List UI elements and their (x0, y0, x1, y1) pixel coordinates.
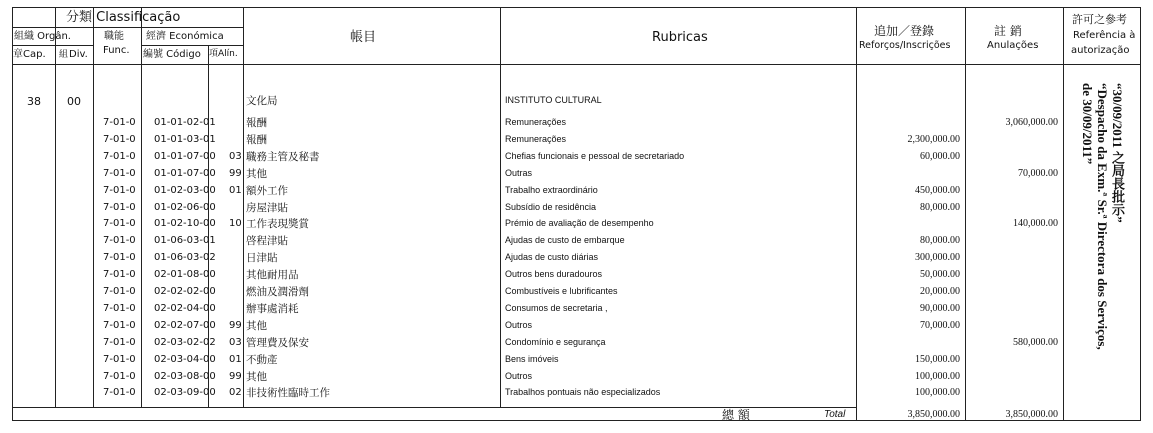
row-zh: 報酬 (246, 134, 267, 146)
row-reforcos: 20,000.00 (920, 286, 960, 297)
col-line (965, 7, 966, 421)
row-zh: 管理費及保安 (246, 337, 309, 349)
header-func: Func. (103, 45, 130, 56)
row-zh: 房屋津貼 (246, 202, 288, 214)
row-alin: 01 (229, 185, 242, 196)
header-rubricas: Rubricas (652, 30, 708, 45)
row-func: 7-01-0 (103, 286, 136, 297)
row-code: 02-02-07-00 (154, 320, 216, 331)
header-div-zh: 組 (59, 50, 69, 60)
row-func: 7-01-0 (103, 354, 136, 365)
header-referencia-1: Referência à (1073, 30, 1136, 41)
row-func: 7-01-0 (103, 337, 136, 348)
row-code: 01-06-03-01 (154, 235, 216, 246)
header-line (141, 45, 243, 46)
row-func: 7-01-0 (103, 134, 136, 145)
row-code: 01-02-03-00 (154, 185, 216, 196)
col-line (141, 7, 142, 407)
row-reforcos: 150,000.00 (915, 354, 960, 365)
row-pt: Subsídio de residência (505, 202, 597, 212)
row-pt: Ajudas de custo diárias (505, 252, 599, 262)
row-code: 02-01-08-00 (154, 269, 216, 280)
row-reforcos: 100,000.00 (915, 387, 960, 398)
row-func: 7-01-0 (103, 151, 136, 162)
row-alin: 99 (229, 371, 242, 382)
row-zh: 額外工作 (246, 185, 288, 197)
total-pt: Total (824, 409, 846, 420)
row-code: 01-06-03-02 (154, 252, 216, 263)
col-line (856, 7, 857, 421)
authorization-line-2: “Despacho da Exm.ª Sr.ª Directora dos Serviços, (1095, 83, 1110, 350)
org-name-zh: 文化局 (246, 95, 278, 107)
col-line (93, 7, 94, 407)
header-referencia-zh: 許可之參考 (1072, 13, 1127, 26)
row-zh: 職務主管及秘書 (246, 151, 320, 163)
row-alin: 03 (229, 151, 242, 162)
row-reforcos: 60,000.00 (920, 151, 960, 162)
row-reforcos: 450,000.00 (915, 185, 960, 196)
header-line (12, 27, 243, 28)
row-reforcos: 300,000.00 (915, 252, 960, 263)
row-pt: Trabalho extraordinário (505, 185, 598, 195)
row-code: 02-02-04-00 (154, 303, 216, 314)
row-pt: Outros (505, 320, 533, 330)
row-zh: 其他耐用品 (246, 269, 299, 281)
row-alin: 99 (229, 168, 242, 179)
row-anulacoes: 140,000.00 (1013, 218, 1058, 229)
row-code: 01-01-07-00 (154, 168, 216, 179)
row-pt: Prémio de avaliação de desempenho (505, 218, 654, 228)
header-func-zh: 職能 (104, 31, 124, 42)
row-func: 7-01-0 (103, 320, 136, 331)
row-zh: 其他 (246, 371, 267, 383)
org-div: 00 (67, 95, 81, 108)
row-zh: 日津貼 (246, 252, 278, 264)
row-zh: 非技術性臨時工作 (246, 387, 330, 399)
row-code: 02-03-04-00 (154, 354, 216, 365)
header-div: Div. (69, 49, 88, 60)
row-anulacoes: 3,060,000.00 (1005, 117, 1058, 128)
row-func: 7-01-0 (103, 303, 136, 314)
header-line (12, 45, 93, 46)
org-name-pt: INSTITUTO CULTURAL (505, 95, 602, 105)
authorization-reference (1080, 83, 1125, 350)
row-reforcos: 90,000.00 (920, 303, 960, 314)
row-reforcos: 70,000.00 (920, 320, 960, 331)
header-alin: 項Alín. (209, 49, 238, 59)
row-pt: Condomínio e segurança (505, 337, 606, 347)
row-pt: Ajudas de custo de embarque (505, 235, 625, 245)
row-pt: Outros (505, 371, 533, 381)
header-cap: 章Cap. (13, 49, 46, 60)
row-zh: 不動產 (246, 354, 278, 366)
row-pt: Remunerações (505, 117, 567, 127)
header-reforcos-zh: 追加／登錄 (874, 24, 935, 38)
header-referencia-2: autorização (1071, 45, 1130, 56)
row-code: 01-01-03-01 (154, 134, 216, 145)
total-reforcos: 3,850,000.00 (907, 409, 960, 420)
row-anulacoes: 70,000.00 (1018, 168, 1058, 179)
row-func: 7-01-0 (103, 235, 136, 246)
col-line (1063, 7, 1064, 421)
row-code: 01-01-07-00 (154, 151, 216, 162)
row-reforcos: 2,300,000.00 (907, 134, 960, 145)
header-classificacao: 分類 Classificação (66, 10, 181, 25)
row-pt: Combustíveis e lubrificantes (505, 286, 618, 296)
row-pt: Consumos de secretaria , (505, 303, 608, 313)
row-code: 01-01-02-01 (154, 117, 216, 128)
row-anulacoes: 580,000.00 (1013, 337, 1058, 348)
row-pt: Outros bens duradouros (505, 269, 603, 279)
row-code: 02-02-02-00 (154, 286, 216, 297)
row-pt: Chefias funcionais e pessoal de secretariado (505, 151, 685, 161)
row-reforcos: 80,000.00 (920, 202, 960, 213)
row-pt: Trabalhos pontuais não especializados (505, 387, 661, 397)
header-organic: 組織 Orgân. (14, 31, 71, 42)
row-func: 7-01-0 (103, 168, 136, 179)
row-zh: 燃油及潤滑劑 (246, 286, 309, 298)
row-reforcos: 80,000.00 (920, 235, 960, 246)
col-line (55, 7, 56, 407)
row-pt: Outras (505, 168, 533, 178)
header-codigo: 編號 Código (143, 49, 201, 60)
row-code: 01-02-10-00 (154, 218, 216, 229)
row-func: 7-01-0 (103, 117, 136, 128)
header-anulacoes-zh: 註 銷 (994, 24, 1022, 38)
authorization-line-3: de 30/09/2011” (1080, 83, 1095, 165)
row-pt: Remunerações (505, 134, 567, 144)
row-zh: 辦事處消耗 (246, 303, 299, 315)
row-func: 7-01-0 (103, 269, 136, 280)
row-func: 7-01-0 (103, 252, 136, 263)
header-economica: 經濟 Económica (146, 31, 224, 42)
row-func: 7-01-0 (103, 185, 136, 196)
row-alin: 10 (229, 218, 242, 229)
row-code: 01-02-06-00 (154, 202, 216, 213)
total-anulacoes: 3,850,000.00 (1005, 409, 1058, 420)
row-func: 7-01-0 (103, 202, 136, 213)
row-alin: 99 (229, 320, 242, 331)
row-alin: 02 (229, 387, 242, 398)
row-func: 7-01-0 (103, 371, 136, 382)
row-alin: 01 (229, 354, 242, 365)
row-code: 02-03-09-00 (154, 387, 216, 398)
authorization-line-1: “30/09/2011 之局長批示” (1110, 83, 1125, 223)
org-cap: 38 (27, 95, 41, 108)
row-zh: 其他 (246, 320, 267, 332)
row-func: 7-01-0 (103, 387, 136, 398)
header-anulacoes: Anulações (987, 40, 1039, 51)
row-alin: 03 (229, 337, 242, 348)
row-reforcos: 100,000.00 (915, 371, 960, 382)
row-zh: 啓程津貼 (246, 235, 288, 247)
row-zh: 報酬 (246, 117, 267, 129)
header-rubricas-zh: 帳目 (350, 30, 377, 45)
row-zh: 工作表現獎賞 (246, 218, 309, 230)
row-pt: Bens imóveis (505, 354, 559, 364)
header-line (12, 64, 1141, 65)
header-reforcos: Reforços/Inscrições (859, 40, 951, 51)
row-code: 02-03-08-00 (154, 371, 216, 382)
col-line (243, 7, 244, 407)
row-zh: 其他 (246, 168, 267, 180)
row-reforcos: 50,000.00 (920, 269, 960, 280)
total-zh: 總 額 (722, 408, 750, 422)
col-line (500, 7, 501, 407)
row-func: 7-01-0 (103, 218, 136, 229)
row-code: 02-03-02-02 (154, 337, 216, 348)
